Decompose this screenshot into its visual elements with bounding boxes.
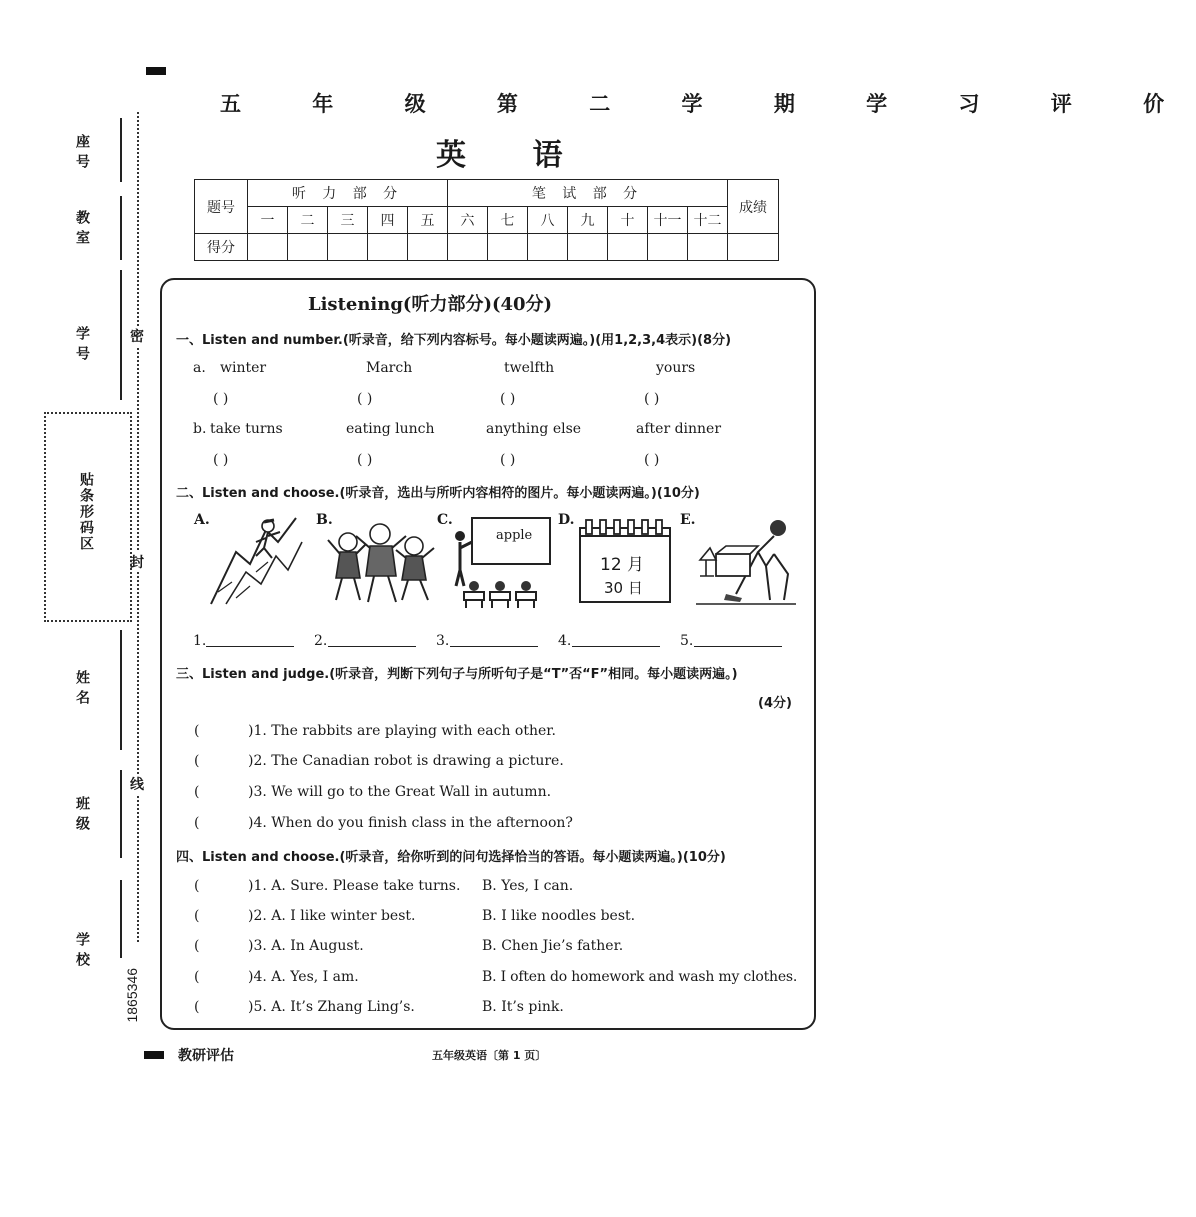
choice-3-a: )3. A. In August. [248,938,364,954]
total-header: 成绩 [728,180,779,234]
pic-label-b: B. [316,512,333,528]
col-2: 二 [288,207,328,234]
registration-mark-bottom [144,1051,164,1059]
score-row-label: 得分 [195,234,248,261]
col-4: 四 [368,207,408,234]
picture-a-climbing [206,512,308,608]
pic-label-a: A. [194,512,210,528]
col-6: 六 [448,207,488,234]
col-11: 十一 [648,207,688,234]
choice-1-a: )1. A. Sure. Please take turns. [248,878,461,894]
name-label: 姓名 [74,670,90,710]
blank-number-1: 1. [193,633,207,649]
row-b-item-4: after dinner [636,421,722,437]
pic-label-c: C. [437,512,453,528]
answer-blank-5[interactable] [694,646,782,647]
subject-title: 英 语 [436,138,591,173]
calendar-day: 30 日 [604,579,643,597]
answer-bracket[interactable]: ( ) [644,391,660,407]
footer-page: 五年级英语〔第 1 页〕 [432,1049,547,1062]
question-number-header: 题号 [195,180,248,234]
listening-group-header: 听 力 部 分 [248,180,448,207]
board-word: apple [496,528,533,543]
score-cell[interactable] [648,234,688,261]
row-a-item-1: winter [220,360,267,376]
answer-bracket[interactable]: ( ) [500,391,516,407]
calendar-month: 12 月 [600,555,645,575]
seal-char-xian: 线 [130,774,144,794]
col-12: 十二 [688,207,728,234]
col-9: 九 [568,207,608,234]
part3-score: (4分) [758,696,792,711]
row-b-label: b. [193,421,207,437]
answer-blank-3[interactable] [450,646,538,647]
pic-label-d: D. [558,512,575,528]
score-cell[interactable] [688,234,728,261]
row-b-item-1: take turns [210,421,283,437]
answer-bracket[interactable]: ( ) [644,452,660,468]
score-cell[interactable] [328,234,368,261]
score-table [194,179,779,261]
score-cell[interactable] [368,234,408,261]
open-bracket[interactable]: ( [194,784,200,800]
choice-1-b: B. Yes, I can. [482,878,574,894]
col-10: 十 [608,207,648,234]
choice-2-a: )2. A. I like winter best. [248,908,416,924]
judge-item-3: )3. We will go to the Great Wall in autumn. [248,784,552,800]
choice-4-a: )4. A. Yes, I am. [248,969,359,985]
part2-instruction: 二、Listen and choose.(听录音，选出与所听内容相符的图片。每小题读两遍。)(10分) [176,486,700,501]
school-line [120,880,122,958]
registration-mark-top [146,67,166,75]
blank-number-3: 3. [436,633,450,649]
judge-item-4: )4. When do you finish class in the afternoon? [248,815,573,831]
part1-instruction: 一、Listen and number.(听录音，给下列内容标号。每小题读两遍。)(用1,2,3,4表示)(8分) [176,333,732,348]
row-a-item-4: yours [656,360,696,376]
picture-b-children [326,520,438,606]
class-line [120,770,122,858]
row-b-item-3: anything else [486,421,582,437]
blank-number-2: 2. [314,633,328,649]
col-3: 三 [328,207,368,234]
answer-bracket[interactable]: ( ) [357,391,373,407]
row-a-item-2: March [366,360,413,376]
open-bracket[interactable]: ( [194,969,200,985]
col-7: 七 [488,207,528,234]
seat-number-line [120,118,122,182]
judge-item-2: )2. The Canadian robot is drawing a picture. [248,753,564,769]
answer-bracket[interactable]: ( ) [213,391,229,407]
pic-label-e: E. [680,512,696,528]
open-bracket[interactable]: ( [194,815,200,831]
classroom-label: 教室 [74,210,90,250]
open-bracket[interactable]: ( [194,938,200,954]
row-a-label: a. [193,360,206,376]
student-number-label: 学号 [74,326,90,366]
blank-number-4: 4. [558,633,572,649]
row-a-item-3: twelfth [504,360,555,376]
written-group-header: 笔 试 部 分 [448,180,728,207]
choice-5-b: B. It’s pink. [482,999,564,1015]
seal-char-feng: 封 [130,552,144,572]
school-label: 学校 [74,932,90,972]
blank-number-5: 5. [680,633,694,649]
seal-dotted-line [137,112,139,942]
answer-bracket[interactable]: ( ) [213,452,229,468]
score-cell[interactable] [408,234,448,261]
picture-e-cleaning [696,514,796,606]
class-label: 班级 [74,796,90,836]
answer-bracket[interactable]: ( ) [500,452,516,468]
choice-3-b: B. Chen Jie’s father. [482,938,624,954]
seal-char-mi: 密 [130,326,144,346]
score-cell[interactable] [488,234,528,261]
answer-blank-1[interactable] [206,646,294,647]
barcode-area-label: 贴条形码区 [78,472,94,552]
classroom-line [120,196,122,260]
score-cell[interactable] [528,234,568,261]
score-cell[interactable] [568,234,608,261]
row-b-item-2: eating lunch [346,421,435,437]
part3-instruction: 三、Listen and judge.(听录音，判断下列句子与所听句子是“T”否“F”相同。每小题读两遍。) [176,667,738,682]
score-cell[interactable] [448,234,488,261]
choice-4-b: B. I often do homework and wash my clothes. [482,969,798,985]
total-score-cell[interactable] [728,234,779,261]
col-5: 五 [408,207,448,234]
open-bracket[interactable]: ( [194,723,200,739]
choice-5-a: )5. A. It’s Zhang Ling’s. [248,999,415,1015]
answer-bracket[interactable]: ( ) [357,452,373,468]
score-cell[interactable] [288,234,328,261]
listening-heading: Listening(听力部分)(40分) [307,294,553,315]
name-line [120,630,122,750]
answer-blank-4[interactable] [572,646,660,647]
judge-item-1: )1. The rabbits are playing with each other. [248,723,556,739]
serial-number: 1865346 [124,968,140,1023]
open-bracket[interactable]: ( [194,878,200,894]
part4-instruction: 四、Listen and choose.(听录音，给你听到的问句选择恰当的答语。每小题读两遍。)(10分) [176,850,726,865]
seat-number-label: 座号 [74,134,90,174]
score-cell[interactable] [608,234,648,261]
footer-publisher: 教研评估 [178,1048,234,1064]
score-cell[interactable] [248,234,288,261]
choice-2-b: B. I like noodles best. [482,908,636,924]
open-bracket[interactable]: ( [194,908,200,924]
exam-title: 五 年 级 第 二 学 期 学 习 评 价 [220,92,1196,116]
col-8: 八 [528,207,568,234]
answer-blank-2[interactable] [328,646,416,647]
open-bracket[interactable]: ( [194,999,200,1015]
open-bracket[interactable]: ( [194,753,200,769]
col-1: 一 [248,207,288,234]
